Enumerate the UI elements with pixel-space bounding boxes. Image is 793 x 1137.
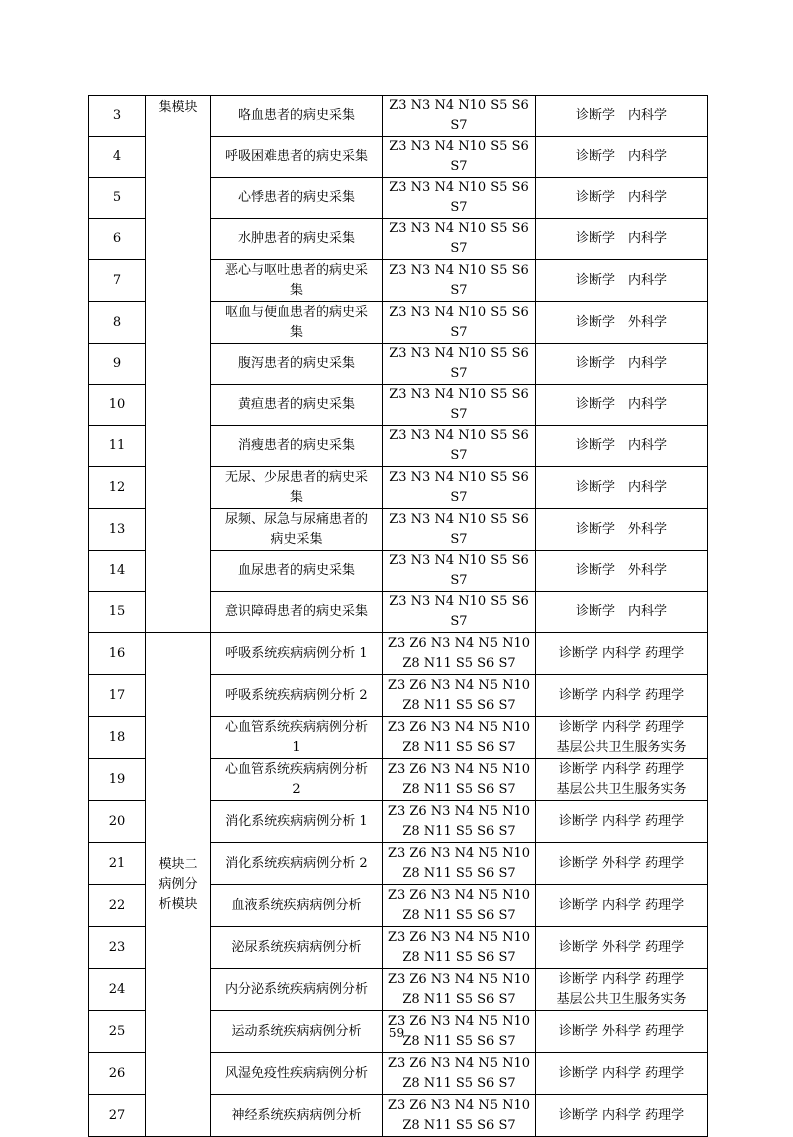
item-name: 无尿、少尿患者的病史采集 [211,467,383,509]
course-line: 诊断学 内科学 药理学 [558,761,685,777]
code-line: Z8 N11 S5 S6 S7 [402,739,516,755]
codes-cell [383,178,536,219]
row-number: 7 [89,260,146,302]
course-line: 诊断学 内科学 药理学 [558,813,685,829]
codes-cell [383,717,536,759]
courses-cell [536,260,708,302]
codes-cell [383,344,536,385]
codes-cell [383,260,536,302]
curriculum-table [88,95,708,1137]
course-line: 诊断学 内科学 药理学 [558,1065,685,1081]
code-line: Z3 Z6 N3 N4 N5 N10 [387,1013,531,1029]
code-line: Z3 N3 N4 N10 S5 S6 S7 [389,221,529,256]
row-number: 8 [89,302,146,344]
item-name: 恶心与呕吐患者的病史采集 [211,260,383,302]
codes-cell [383,633,536,675]
code-line: Z3 N3 N4 N10 S5 S6 S7 [389,180,529,215]
item-name: 心血管系统疾病病例分析 2 [211,759,383,801]
item-name: 内分泌系统疾病病例分析 [211,969,383,1011]
item-name: 心血管系统疾病病例分析 1 [211,717,383,759]
codes-cell [383,885,536,927]
table-body [89,96,708,1137]
codes-cell [383,675,536,717]
code-line: Z3 Z6 N3 N4 N5 N10 [387,1097,531,1113]
code-line: Z8 N11 S5 S6 S7 [402,697,516,713]
course-line: 诊断学 外科学 [575,314,667,330]
row-number: 21 [89,843,146,885]
item-name: 风湿免疫性疾病病例分析 [211,1053,383,1095]
code-line: Z8 N11 S5 S6 S7 [402,781,516,797]
courses-cell [536,219,708,260]
codes-cell [383,137,536,178]
course-line: 诊断学 外科学 [575,563,667,578]
code-line: Z3 N3 N4 N10 S5 S6 S7 [389,469,529,505]
code-line: Z3 N3 N4 N10 S5 S6 S7 [389,98,529,133]
item-name: 黄疸患者的病史采集 [211,385,383,426]
course-line: 基层公共卫生服务实务 [556,991,687,1007]
courses-cell [536,1053,708,1095]
courses-cell [536,96,708,137]
row-number: 6 [89,219,146,260]
course-line: 诊断学 外科学 药理学 [558,1023,685,1039]
codes-cell [383,96,536,137]
row-number: 24 [89,969,146,1011]
code-line: Z8 N11 S5 S6 S7 [402,949,516,965]
codes-cell [383,801,536,843]
table-row [89,633,708,675]
code-line: Z3 Z6 N3 N4 N5 N10 [387,887,531,903]
row-number: 22 [89,885,146,927]
course-line: 诊断学 内科学 药理学 [558,687,685,703]
codes-cell [383,927,536,969]
courses-cell [536,551,708,592]
code-line: Z3 N3 N4 N10 S5 S6 S7 [389,387,529,422]
row-number: 14 [89,551,146,592]
code-line: Z3 N3 N4 N10 S5 S6 S7 [389,428,529,463]
code-line: Z3 Z6 N3 N4 N5 N10 [387,929,531,945]
course-line: 诊断学 内科学 药理学 [558,719,685,735]
code-line: Z3 Z6 N3 N4 N5 N10 [387,677,531,693]
code-line: Z3 Z6 N3 N4 N5 N10 [387,1055,531,1071]
codes-cell [383,592,536,633]
code-line: Z8 N11 S5 S6 S7 [402,823,516,839]
page-number: 59 [388,1026,405,1040]
row-number: 17 [89,675,146,717]
item-name: 运动系统疾病病例分析 [211,1011,383,1053]
code-line: Z8 N11 S5 S6 S7 [402,1117,516,1133]
course-line: 诊断学 内科学 [575,149,667,164]
code-line: Z8 N11 S5 S6 S7 [402,655,516,671]
code-line: Z3 N3 N4 N10 S5 S6 S7 [389,511,529,547]
item-name: 呼吸系统疾病病例分析 2 [211,675,383,717]
code-line: Z3 Z6 N3 N4 N5 N10 [387,719,531,735]
course-line: 诊断学 外科学 [575,521,667,537]
courses-cell [536,759,708,801]
courses-cell [536,426,708,467]
row-number: 23 [89,927,146,969]
course-line: 诊断学 外科学 药理学 [558,855,685,871]
course-line: 诊断学 内科学 [575,108,667,123]
codes-cell [383,551,536,592]
code-line: Z3 Z6 N3 N4 N5 N10 [387,845,531,861]
courses-cell [536,717,708,759]
item-name: 呼吸系统疾病病例分析 1 [211,633,383,675]
code-line: Z8 N11 S5 S6 S7 [402,991,516,1007]
course-line: 诊断学 内科学 药理学 [558,971,685,987]
codes-cell [383,426,536,467]
courses-cell [536,969,708,1011]
codes-cell [383,219,536,260]
courses-cell [536,385,708,426]
code-line: Z8 N11 S5 S6 S7 [402,1075,516,1091]
course-line: 诊断学 内科学 [575,190,667,205]
code-line: Z3 N3 N4 N10 S5 S6 S7 [389,139,529,174]
courses-cell [536,885,708,927]
course-line: 诊断学 内科学 [575,272,667,288]
item-name: 尿频、尿急与尿痛患者的病史采集 [211,509,383,551]
row-number: 26 [89,1053,146,1095]
courses-cell [536,467,708,509]
row-number: 15 [89,592,146,633]
item-name: 血液系统疾病病例分析 [211,885,383,927]
codes-cell [383,1053,536,1095]
item-name: 血尿患者的病史采集 [211,551,383,592]
module-label-line: 病例分 [158,876,198,892]
courses-cell [536,592,708,633]
course-line: 诊断学 内科学 [575,356,667,371]
course-line: 诊断学 内科学 药理学 [558,897,685,913]
codes-cell [383,1095,536,1137]
code-line: Z3 Z6 N3 N4 N5 N10 [387,761,531,777]
row-number: 20 [89,801,146,843]
course-line: 基层公共卫生服务实务 [556,781,687,797]
courses-cell [536,137,708,178]
module-cell [146,96,211,633]
course-line: 诊断学 内科学 [575,231,667,246]
row-number: 9 [89,344,146,385]
item-name: 心悸患者的病史采集 [211,178,383,219]
code-line: Z8 N11 S5 S6 S7 [402,865,516,881]
code-line: Z3 N3 N4 N10 S5 S6 S7 [389,346,529,381]
course-line: 诊断学 外科学 药理学 [558,939,685,955]
code-line: Z3 N3 N4 N10 S5 S6 S7 [389,553,529,588]
courses-cell [536,509,708,551]
code-line: Z8 N11 S5 S6 S7 [402,907,516,923]
item-name: 消化系统疾病病例分析 1 [211,801,383,843]
code-line: Z3 Z6 N3 N4 N5 N10 [387,803,531,819]
item-name: 咯血患者的病史采集 [211,96,383,137]
codes-cell [383,759,536,801]
course-line: 诊断学 内科学 [575,604,667,619]
row-number: 12 [89,467,146,509]
course-line: 诊断学 内科学 [575,438,667,453]
courses-cell [536,633,708,675]
code-line: Z3 N3 N4 N10 S5 S6 S7 [389,304,529,340]
codes-cell [383,843,536,885]
code-line: Z3 N3 N4 N10 S5 S6 S7 [389,262,529,298]
codes-cell [383,302,536,344]
row-number: 27 [89,1095,146,1137]
courses-cell [536,801,708,843]
courses-cell [536,302,708,344]
course-line: 诊断学 内科学 药理学 [558,1107,685,1123]
item-name: 意识障碍患者的病史采集 [211,592,383,633]
code-line: Z3 Z6 N3 N4 N5 N10 [387,971,531,987]
table-row [89,96,708,137]
item-name: 水肿患者的病史采集 [211,219,383,260]
item-name: 神经系统疾病病例分析 [211,1095,383,1137]
item-name: 消化系统疾病病例分析 2 [211,843,383,885]
row-number: 16 [89,633,146,675]
courses-cell [536,927,708,969]
item-name: 腹泻患者的病史采集 [211,344,383,385]
item-name: 泌尿系统疾病病例分析 [211,927,383,969]
row-number: 3 [89,96,146,137]
row-number: 19 [89,759,146,801]
course-line: 诊断学 内科学 药理学 [558,645,685,661]
codes-cell [383,509,536,551]
module-label-line: 模块二 [158,856,198,872]
course-line: 基层公共卫生服务实务 [556,739,687,755]
courses-cell [536,344,708,385]
module-label-line: 析模块 [158,896,198,912]
module-cell [146,633,211,1137]
module-label: 集模块 [158,100,198,115]
code-line: Z8 N11 S5 S6 S7 [402,1033,516,1049]
courses-cell [536,843,708,885]
codes-cell [383,969,536,1011]
item-name: 呕血与便血患者的病史采集 [211,302,383,344]
code-line: Z3 N3 N4 N10 S5 S6 S7 [389,594,529,629]
courses-cell [536,178,708,219]
row-number: 10 [89,385,146,426]
codes-cell [383,467,536,509]
row-number: 18 [89,717,146,759]
row-number: 4 [89,137,146,178]
row-number: 25 [89,1011,146,1053]
row-number: 11 [89,426,146,467]
codes-cell [383,385,536,426]
course-line: 诊断学 内科学 [575,479,667,495]
code-line: Z3 Z6 N3 N4 N5 N10 [387,635,531,651]
row-number: 13 [89,509,146,551]
course-line: 诊断学 内科学 [575,397,667,412]
item-name: 呼吸困难患者的病史采集 [211,137,383,178]
courses-cell [536,675,708,717]
row-number: 5 [89,178,146,219]
courses-cell [536,1095,708,1137]
item-name: 消瘦患者的病史采集 [211,426,383,467]
